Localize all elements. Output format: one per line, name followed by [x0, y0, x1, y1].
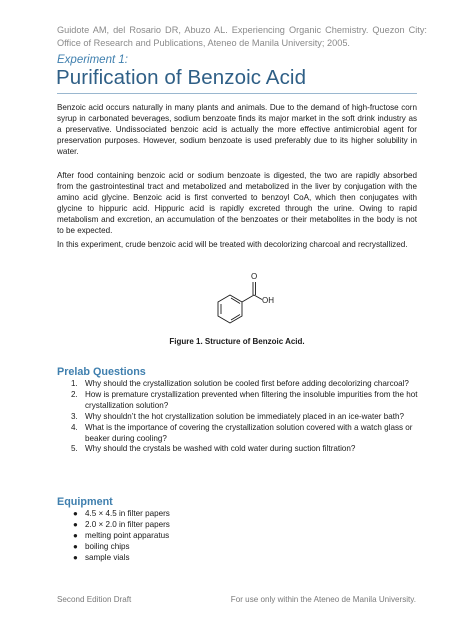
- list-item: [57, 509, 357, 520]
- question-number: 3.: [71, 411, 78, 421]
- benzene-ring: [218, 295, 242, 323]
- metabolism-paragraph: After food containing benzoic acid or sodium benzoate is digested, the two are rapidly absorbed from the gastrointestinal tract and metabolized and metabolized in the liver by conjugation with the amino acid glycine. Benzoic acid is first converted to benzoyl CoA, which then conjugates with glycine to hippuric acid. Hippuric acid is rapidly excreted through the urine. Owing to rapid metabolism and excretion, an accumulation of the benzoates or their metabolites in the body is not to be expected.: [57, 171, 417, 235]
- benzoic-acid-structure: [205, 268, 275, 328]
- citation-text: Guidote AM, del Rosario DR, Abuzo AL. Experiencing Organic Chemistry. Quezon City: Office of Research and Publications, Ateneo de Manila University; 2005.: [57, 25, 427, 48]
- experiment-label: Experiment 1:: [57, 54, 128, 66]
- question-number: 2.: [71, 389, 78, 399]
- list-item: [57, 390, 419, 412]
- title-divider: [57, 93, 417, 94]
- bullet-icon: ●: [73, 530, 78, 540]
- question-number: 1.: [71, 379, 78, 388]
- question-text: How is premature crystallization prevented when filtering the insoluble impurities from the hot crystallization solution?: [85, 389, 418, 410]
- bullet-icon: ●: [73, 552, 78, 562]
- intro-paragraph: Benzoic acid occurs naturally in many plants and animals. Due to the demand of high-fructose corn syrup in carbonated beverages, sodium benzoate finds its major market in the soft drink industry as a preservative. Undissociated benzoic acid is actually the more effective antimicrobial agent for preservation purposes. However, sodium benzoate is used preferably due to its higher solubility in water.: [57, 103, 417, 156]
- carboxyl-group: [242, 282, 262, 302]
- equipment-item: 2.0 × 2.0 in filter papers: [85, 519, 170, 529]
- question-text: Why should the crystallization solution be cooled first before adding decolorizing charcoal?: [85, 379, 409, 388]
- list-item: [57, 444, 419, 455]
- question-text: Why shouldn’t the hot crystallization solution be immediately placed in an ice-water bath?: [85, 411, 404, 421]
- list-item: [57, 379, 419, 390]
- question-text: What is the importance of covering the crystallization solution covered with a watch glass or beaker during cooling?: [85, 422, 413, 443]
- bullet-icon: ●: [73, 519, 78, 529]
- oxygen-label: O: [251, 272, 258, 281]
- list-item: [57, 553, 357, 564]
- citation: [57, 24, 427, 50]
- list-item: [57, 531, 357, 542]
- prelab-question-list: [57, 379, 419, 455]
- list-item: [57, 412, 419, 423]
- equipment-item: melting point apparatus: [85, 530, 170, 540]
- footer-edition: Second Edition Draft: [57, 595, 132, 604]
- bullet-icon: ●: [73, 509, 78, 518]
- equipment-heading: Equipment: [57, 496, 113, 508]
- equipment-item: 4.5 × 4.5 in filter papers: [85, 509, 170, 518]
- equipment-list: [57, 509, 357, 564]
- list-item: [57, 542, 357, 553]
- hydroxyl-label: OH: [262, 296, 274, 305]
- list-item: [57, 423, 419, 445]
- figure-caption: Figure 1. Structure of Benzoic Acid.: [169, 337, 305, 346]
- experiment-paragraph: In this experiment, crude benzoic acid will be treated with decolorizing charcoal and recrystallized.: [57, 240, 408, 249]
- question-number: 5.: [71, 444, 78, 454]
- footer-usage-notice: For use only within the Ateneo de Manila University.: [230, 595, 416, 604]
- bullet-icon: ●: [73, 541, 78, 551]
- page-title: Purification of Benzoic Acid: [56, 66, 307, 89]
- list-item: [57, 520, 357, 531]
- question-text: Why should the crystals be washed with cold water during suction filtration?: [85, 444, 356, 454]
- equipment-item: sample vials: [85, 552, 130, 562]
- question-number: 4.: [71, 422, 78, 432]
- prelab-heading: Prelab Questions: [57, 366, 146, 378]
- equipment-item: boiling chips: [85, 541, 130, 551]
